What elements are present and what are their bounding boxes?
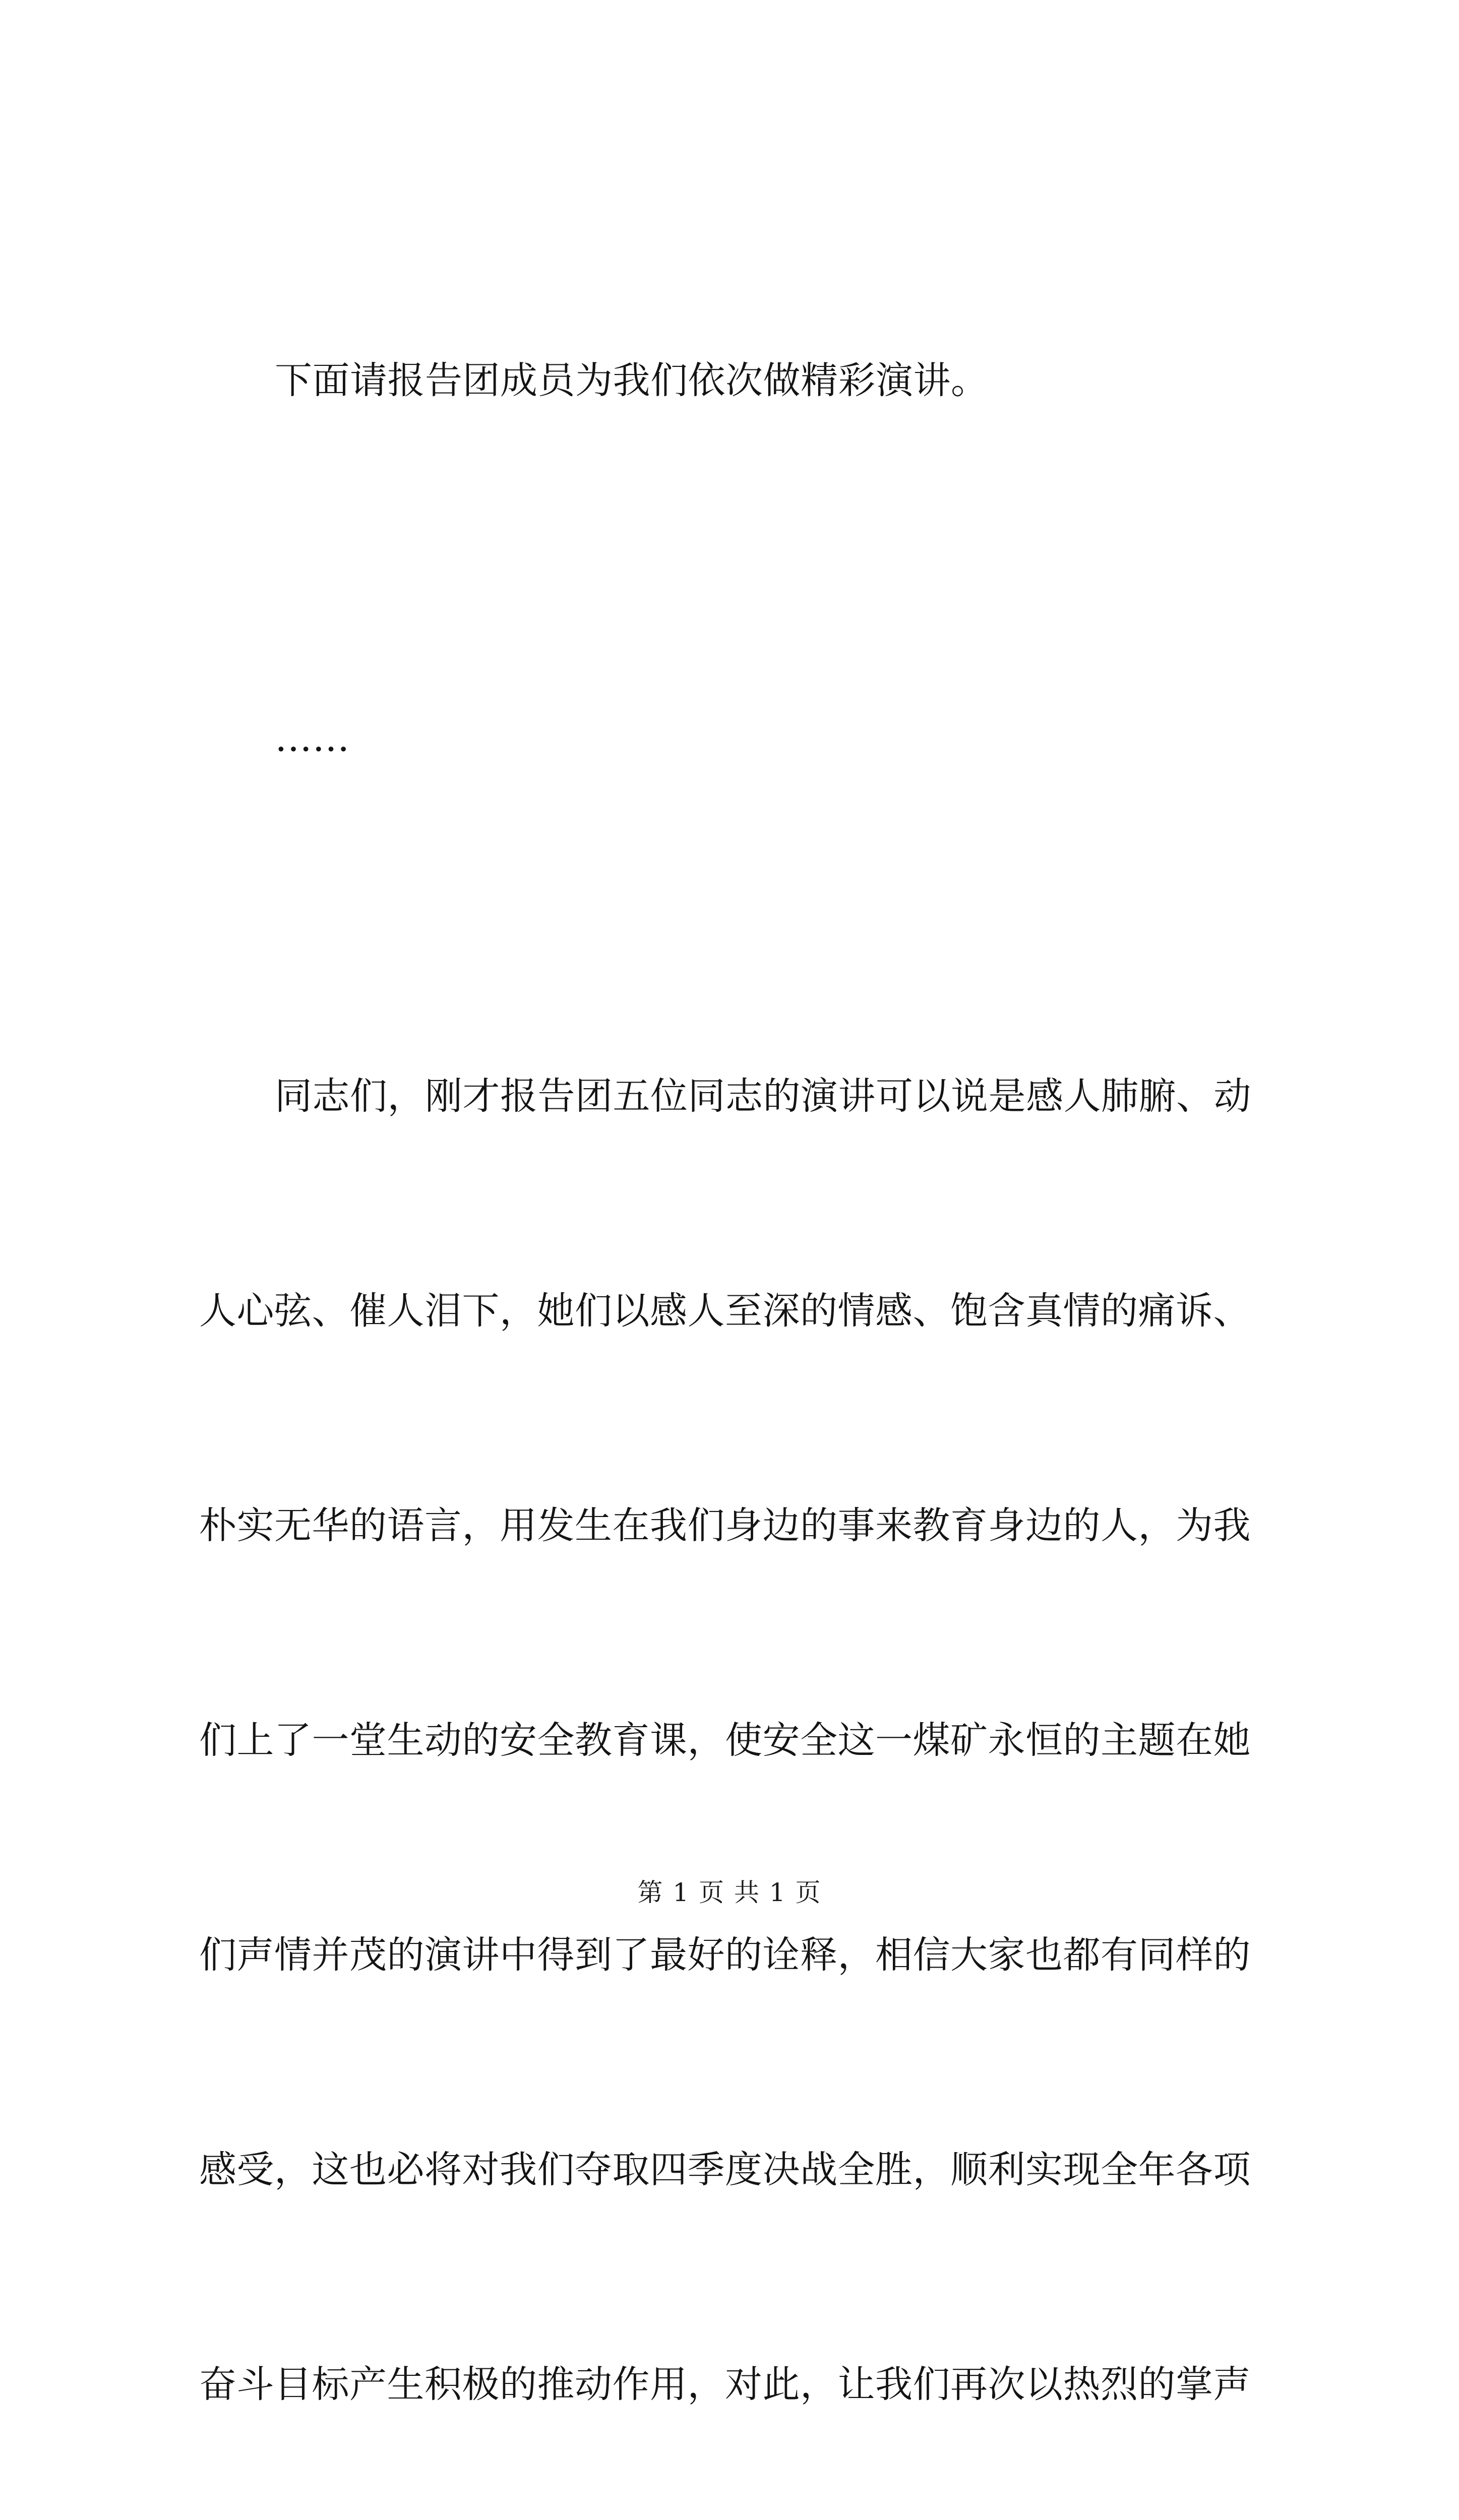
- document-body: [199, 202, 1275, 2520]
- paragraph-ellipsis: [275, 559, 1275, 917]
- text-line: ……: [275, 717, 350, 760]
- text-line: 朴实无华的语言，用发生在我们身边的事来教育身边的人，为我: [199, 1504, 1251, 1547]
- text-line: 奋斗目标产生积极的推动作用，对此，让我们再次以热烈的掌声: [199, 2363, 1251, 2406]
- paragraph-intro: [275, 202, 1275, 559]
- text-line: 们上了一堂生动的安全教育课，使安全这一煤矿永恒的主题在她: [199, 1719, 1251, 1762]
- text-line: 感受，这也必将对我们夺取四季度决战全胜，顺利实现全年各项: [199, 2148, 1251, 2191]
- page-footer: 第 1 页 共 1 页: [637, 1878, 822, 1907]
- paragraph-comrades: [199, 917, 1275, 2520]
- text-line: 同志们，刚才报告团五位同志的演讲可以说是感人肺腑、动: [275, 1075, 1251, 1118]
- text-line: 们声情并茂的演讲中得到了最好的诠释，相信大家也都有同样的: [199, 1933, 1251, 1977]
- text-line: 下面请报告团成员为我们依次做精彩演讲。: [275, 359, 989, 402]
- text-line: 人心弦、催人泪下，她们以感人至深的情感、饱含真情的痛诉、: [199, 1289, 1251, 1333]
